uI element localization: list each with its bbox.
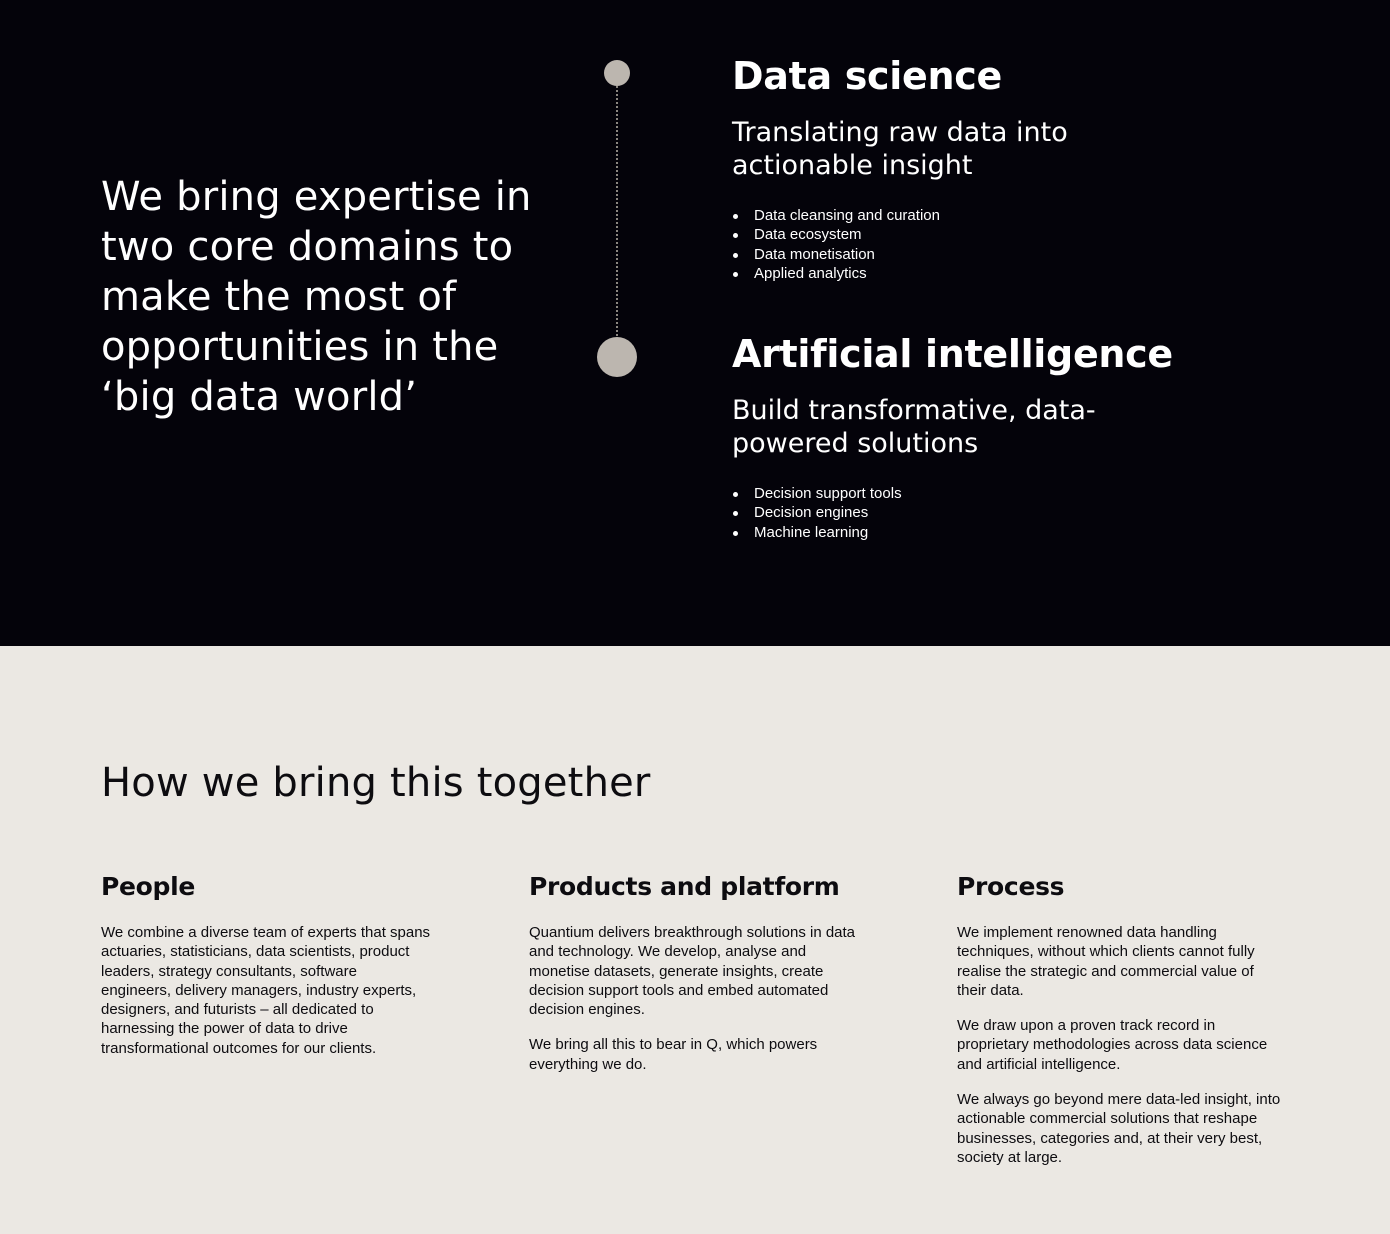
list-item: Applied analytics: [754, 264, 1252, 283]
timeline-dot-artificial-intelligence: [597, 337, 637, 377]
domain-list: [732, 206, 1252, 283]
column-products-and-platform: [529, 871, 859, 1090]
column-paragraph: We draw upon a proven track record in proprietary methodologies across data science and artificial intelligence.: [957, 1017, 1268, 1073]
column-paragraph: We combine a diverse team of experts that spans actuaries, statisticians, data scientists, product leaders, strategy consultants, software engineers, delivery managers, industry experts, designers, and futurists – all dedicated to harnessing the power of data to drive transformational outcomes for our clients.: [101, 924, 431, 1057]
domain-title: Data science: [732, 54, 1002, 98]
list-item: Data monetisation: [754, 245, 1252, 264]
list-item: Decision engines: [754, 503, 1252, 522]
together-heading: How we bring this together: [101, 760, 651, 806]
domain-subtitle: Build transformative, data-powered solutions: [732, 395, 1096, 459]
list-item: Machine learning: [754, 523, 1252, 542]
column-paragraph: We bring all this to bear in Q, which powers everything we do.: [529, 1036, 818, 1073]
column-title: Process: [957, 872, 1065, 901]
column-people: [101, 871, 431, 1074]
column-paragraph: We always go beyond mere data-led insight, into actionable commercial solutions that reshape businesses, categories and, at their very best, society at large.: [957, 1091, 1281, 1166]
column-paragraph: Quantium delivers breakthrough solutions in data and technology. We develop, analyse and monetise datasets, generate insights, create decision support tools and embed automated decision engines.: [529, 924, 856, 1019]
list-item: Data cleansing and curation: [754, 206, 1252, 225]
domain-title: Artificial intelligence: [732, 332, 1173, 376]
timeline-dot-data-science: [604, 60, 630, 86]
timeline-connector: [616, 86, 618, 340]
together-section: [0, 646, 1390, 1234]
domain-artificial-intelligence: [732, 330, 1252, 542]
domain-subtitle: Translating raw data into actionable insight: [732, 117, 1068, 181]
list-item: Data ecosystem: [754, 225, 1252, 244]
column-title: People: [101, 872, 196, 901]
domain-list: [732, 484, 1252, 542]
column-title: Products and platform: [529, 872, 840, 901]
list-item: Decision support tools: [754, 484, 1252, 503]
intro-heading: We bring expertise in two core domains to make the most of opportunities in the ‘big data world’: [101, 174, 532, 420]
column-paragraph: We implement renowned data handling techniques, without which clients cannot fully realise the strategic and commercial value of their data.: [957, 924, 1255, 999]
column-process: [957, 871, 1287, 1183]
domain-data-science: [732, 52, 1252, 283]
